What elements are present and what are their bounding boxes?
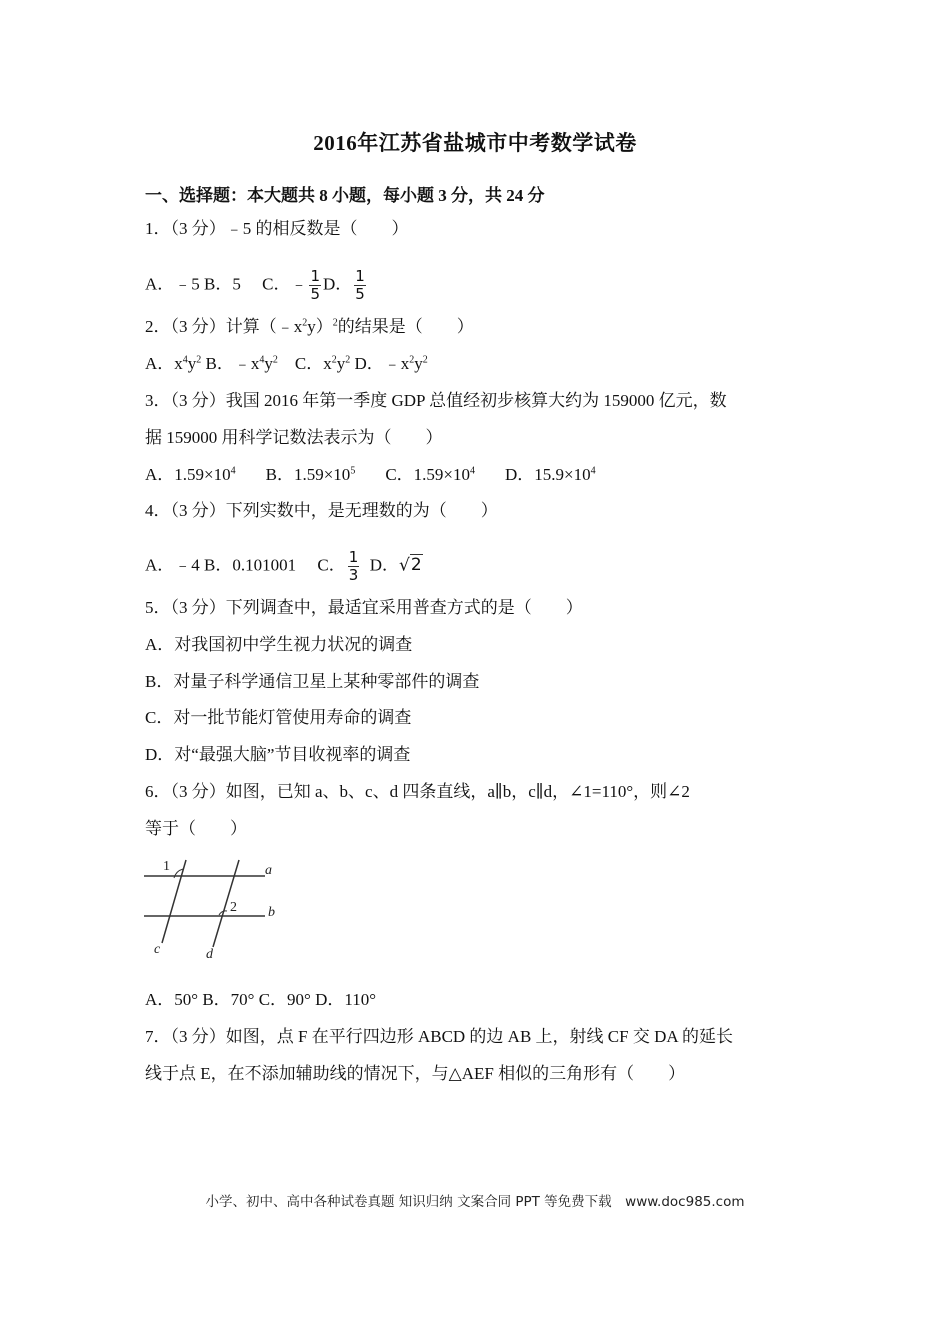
question-5-option-a: A．对我国初中学生视力状况的调查	[145, 635, 413, 654]
q2-opt: y	[187, 354, 197, 373]
question-2-stem	[145, 316, 474, 338]
sqrt-two	[399, 554, 423, 575]
q4-option-d-label: D．	[369, 555, 400, 575]
question-3-options	[145, 464, 596, 486]
question-1-stem: 1．（3 分）﹣5 的相反数是（ ）	[145, 219, 409, 238]
question-7-line1: 7．（3 分）如图，点 F 在平行四边形 ABCD 的边 AB 上，射线 CF 交 DA 的延长	[145, 1027, 733, 1046]
footer-text: 小学、初中、高中各种试卷真题 知识归纳 文案合同 PPT 等免费下载 www.doc985.com	[205, 1194, 745, 1210]
exponent: 2	[331, 354, 337, 366]
exponent: 2	[302, 317, 308, 329]
q4-options-text: A．﹣4 B．0.101001 C．	[145, 555, 346, 575]
question-7-line2: 线于点 E，在不添加辅助线的情况下，与△AEF 相似的三角形有（ ）	[145, 1064, 686, 1083]
question-6-options: A．50° B．70° C．90° D．110°	[145, 990, 377, 1009]
exponent: 2	[196, 354, 202, 366]
q2-opt: y	[264, 354, 273, 373]
exponent: 4	[590, 465, 596, 477]
exponent: 2	[409, 354, 415, 366]
question-6-line2: 等于（ ）	[145, 819, 247, 838]
q2-opt: y	[414, 354, 423, 373]
exponent: 4	[470, 465, 475, 477]
q1-fraction-d	[354, 268, 366, 303]
label-c: c	[154, 942, 161, 957]
label-a: a	[265, 863, 272, 878]
q3-option-d: D．15.9×10	[505, 465, 591, 484]
label-b: b	[268, 905, 275, 920]
question-1-options	[145, 268, 368, 303]
question-6-line1: 6．（3 分）如图，已知 a、b、c、d 四条直线，a∥b，c∥d，∠1=110°，则∠2	[145, 782, 690, 801]
frac-numerator: 1	[310, 267, 321, 285]
label-1: 1	[163, 859, 170, 874]
question-4-stem: 4．（3 分）下列实数中，是无理数的为（ ）	[145, 501, 498, 520]
exponent: 4	[230, 465, 236, 477]
exponent: 5	[350, 465, 356, 477]
q1-fraction-c	[309, 268, 321, 303]
q2-opt: D．﹣x	[350, 354, 410, 373]
exponent: 4	[182, 354, 188, 366]
section-heading: 一、选择题：本大题共 8 小题，每小题 3 分，共 24 分	[145, 186, 545, 205]
frac-denominator: 3	[348, 566, 359, 584]
question-5-option-d: D．对“最强大脑”节目收视率的调查	[145, 745, 411, 764]
exponent: 4	[259, 354, 265, 366]
question-2-options	[145, 353, 428, 375]
q2-stem-part: y）	[307, 317, 333, 336]
q2-stem-part: 的结果是（ ）	[337, 317, 474, 336]
question-4-options	[145, 549, 423, 584]
frac-numerator: 1	[348, 548, 359, 566]
exponent: 2	[332, 317, 338, 329]
label-2: 2	[230, 900, 237, 915]
page-title: 2016年江苏省盐城市中考数学试卷	[313, 131, 637, 155]
frac-denominator: 5	[355, 285, 365, 303]
exponent: 2	[422, 354, 428, 366]
question-5-stem: 5．（3 分）下列调查中，最适宜采用普查方式的是（ ）	[145, 598, 583, 617]
q2-opt: A．x	[145, 354, 183, 373]
q2-opt: B．﹣x	[201, 354, 260, 373]
q3-option-c: C．1.59×10	[385, 465, 470, 484]
q1-options-text: A．﹣5 B．5 C．	[145, 274, 291, 294]
q1-minus: ﹣	[290, 274, 308, 294]
question-5-option-c: C．对一批节能灯管使用寿命的调查	[145, 708, 412, 727]
q2-stem-part: 2．（3 分）计算（﹣x	[145, 317, 303, 336]
parallel-lines-figure	[140, 855, 290, 965]
exponent: 2	[272, 354, 278, 366]
question-5-option-b: B．对量子科学通信卫星上某种零部件的调查	[145, 672, 480, 691]
question-3-line2: 据 159000 用科学记数法表示为（ ）	[145, 428, 443, 447]
frac-numerator: 1	[355, 267, 365, 285]
question-3-line1: 3．（3 分）我国 2016 年第一季度 GDP 总值经初步核算大约为 159000 亿元，数	[145, 391, 727, 410]
radicand: 2	[410, 555, 422, 576]
q4-fraction-c	[348, 549, 360, 584]
sqrt-sign: √	[399, 555, 410, 576]
q2-opt: y	[336, 354, 346, 373]
q3-option-a: A．1.59×10	[145, 465, 231, 484]
q3-option-b: B．1.59×10	[265, 465, 351, 484]
exponent: 2	[345, 354, 351, 366]
q2-opt: C．x	[277, 354, 332, 373]
q1-option-d-label: D．	[323, 274, 353, 294]
label-d: d	[206, 947, 213, 962]
frac-denominator: 5	[310, 285, 321, 303]
